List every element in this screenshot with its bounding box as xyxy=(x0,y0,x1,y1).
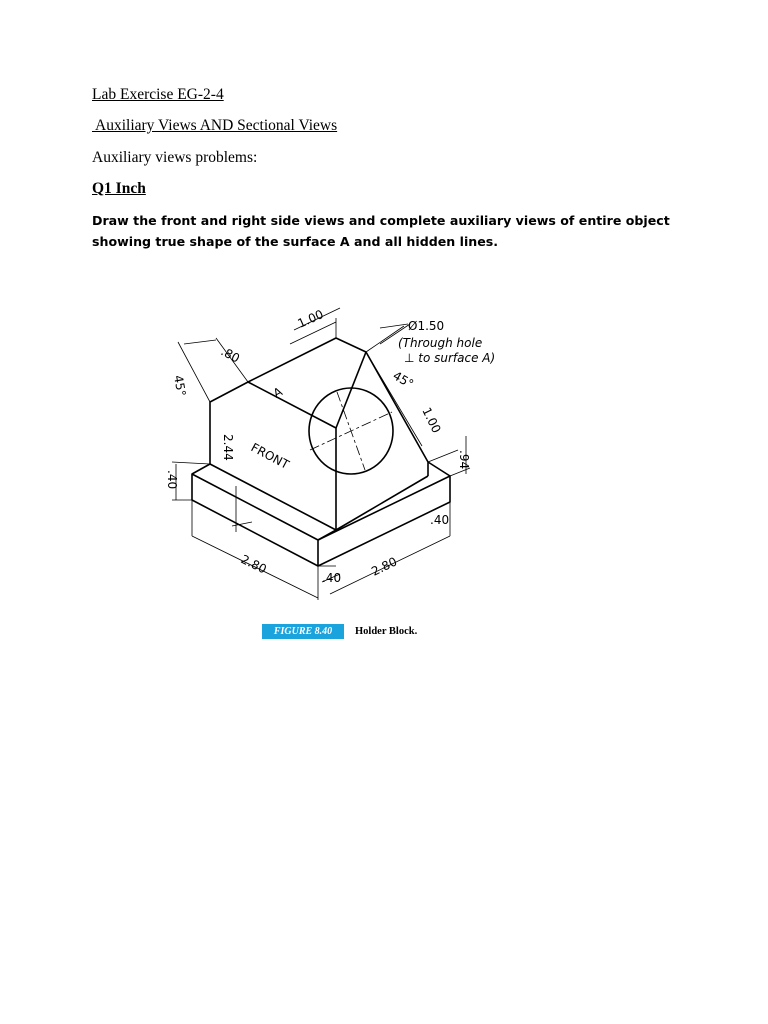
question-heading: Q1 Inch xyxy=(92,180,146,197)
surface-a-label: A xyxy=(270,384,285,401)
section-heading: Auxiliary views problems: xyxy=(92,149,258,166)
hole-diameter: Ø1.50 xyxy=(408,319,445,333)
hole-note-line1: (Through hole xyxy=(398,336,483,350)
instructions-text: Draw the front and right side views and complete auxiliary views of entire object showing true shape of the surface A and all hidden lines. xyxy=(92,213,670,249)
block-top-edge xyxy=(248,338,366,382)
figure-number-tag: FIGURE 8.40 xyxy=(262,624,344,639)
dim-length-left: 2.80 xyxy=(238,552,269,577)
base-top-left xyxy=(192,464,336,540)
dim-base-left: .40 xyxy=(165,470,179,490)
dim-right-small: .94 xyxy=(457,450,471,470)
topic-heading: Auxiliary Views AND Sectional Views xyxy=(92,117,338,134)
dim-right-angle: 45° xyxy=(390,368,416,392)
dim-height: 2.44 xyxy=(221,434,235,461)
front-label: FRONT xyxy=(248,440,292,472)
lab-exercise-title: Lab Exercise EG-2-4 xyxy=(92,86,224,103)
dim-length-right: 2.80 xyxy=(369,554,400,579)
dim-bottom-center: .40 xyxy=(322,571,342,585)
dim-right-vertical: 1.00 xyxy=(419,405,444,436)
dim-left-top: .80 xyxy=(218,344,243,366)
dim-base-right: .40 xyxy=(430,513,450,527)
figure-title: Holder Block. xyxy=(355,626,418,637)
dim-top-width: 1.00 xyxy=(295,307,326,331)
hole-note-line2: ⊥ to surface A) xyxy=(404,351,496,365)
dim-left-angle: 45° xyxy=(171,374,189,398)
holder-block-drawing xyxy=(160,300,500,610)
